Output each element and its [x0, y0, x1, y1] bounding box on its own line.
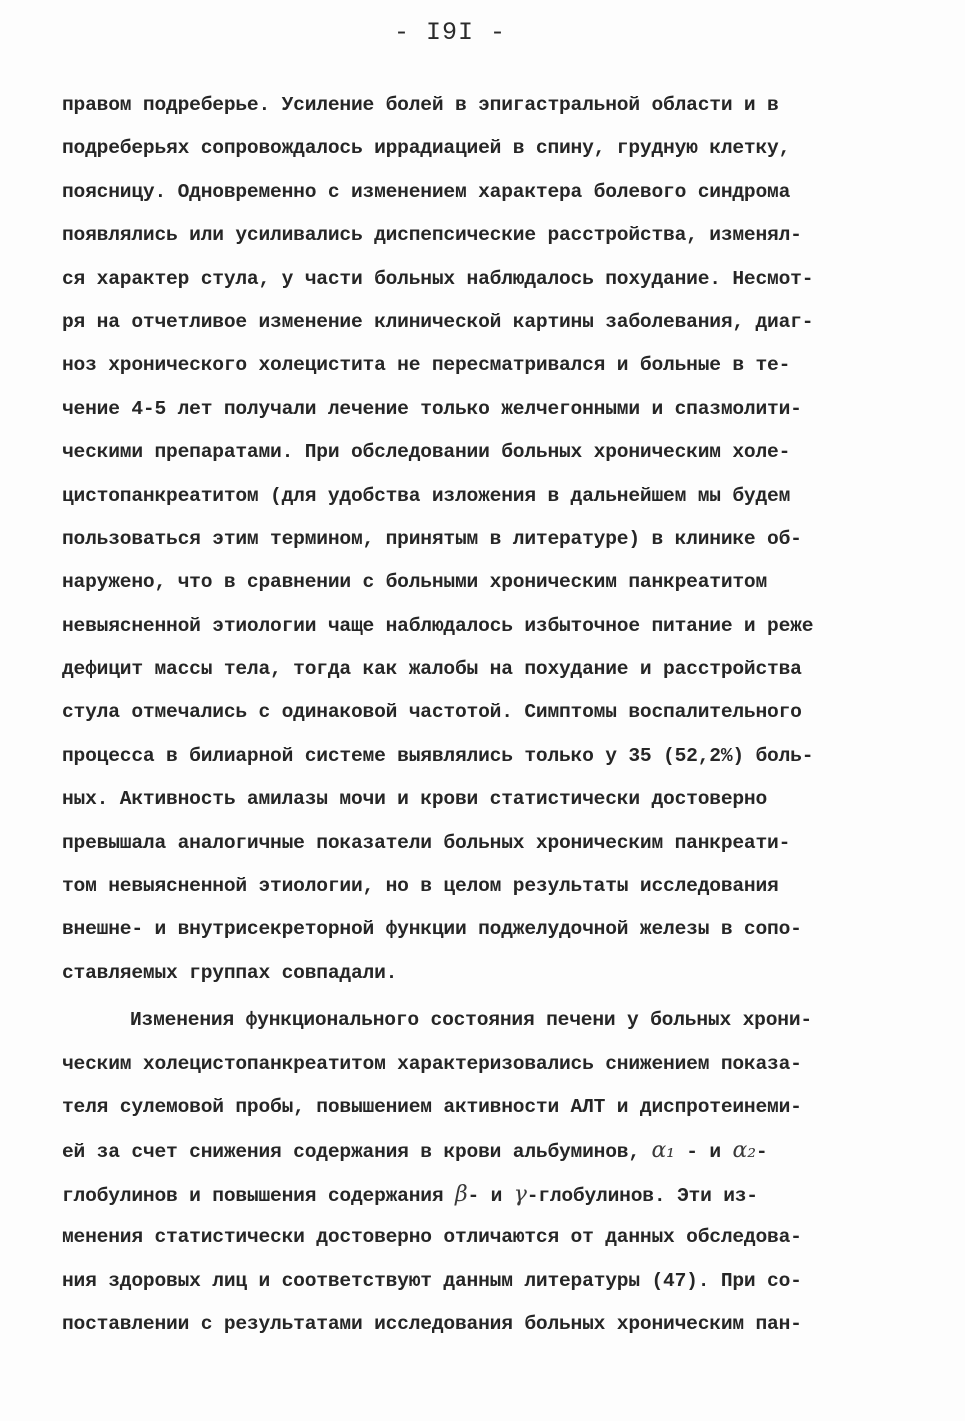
text-segment: глобулинов и повышения содержания: [62, 1184, 455, 1207]
text-line-with-symbols: [62, 1173, 907, 1216]
text-line: Изменения функционального состояния печени у больных хрони-: [130, 1009, 812, 1032]
body-text: [62, 84, 907, 1346]
text-segment: - и: [467, 1184, 514, 1207]
text-line: чение 4-5 лет получали лечение только желчегонными и спазмолити-: [62, 397, 802, 420]
text-line: теля сулемовой пробы, повышением активности АЛТ и диспротеинеми-: [62, 1095, 802, 1118]
text-line: ноз хронического холецистита не пересматривался и больные в те-: [62, 354, 791, 377]
text-segment: -: [755, 1141, 768, 1164]
text-line: стула отмечались с одинаковой частотой. Симптомы воспалительного: [62, 701, 802, 724]
text-line: внешне- и внутрисекреторной функции поджелудочной железы в сопо-: [62, 918, 802, 941]
text-segment: -глобулинов. Эти из-: [526, 1184, 758, 1207]
text-line: ся характер стула, у части больных наблюдалось похудание. Несмот-: [62, 267, 814, 290]
text-line: превышала аналогичные показатели больных хроническим панкреати-: [62, 831, 791, 854]
text-line: ставляемых группах совпадали.: [62, 961, 398, 984]
text-line: поясницу. Одновременно с изменением характера болевого синдрома: [62, 180, 791, 203]
text-line: пользоваться этим термином, принятым в литературе) в клинике об-: [62, 527, 802, 550]
text-line: ческими препаратами. При обследовании больных хроническим холе-: [62, 441, 791, 464]
alpha2-symbol: α₂: [732, 1138, 756, 1164]
text-line: дефицит массы тела, тогда как жалобы на похудание и расстройства: [62, 658, 802, 681]
text-line: ных. Активность амилазы мочи и крови статистически достоверно: [62, 788, 768, 811]
text-line: цистопанкреатитом (для удобства изложения в дальнейшем мы будем: [62, 484, 791, 507]
text-line: том невыясненной этиологии, но в целом результаты исследования: [62, 875, 779, 898]
page-number: - I9I -: [393, 18, 507, 47]
beta-symbol: β: [454, 1181, 468, 1207]
text-line: правом подреберье. Усиление болей в эпигастральной области и в: [62, 94, 779, 116]
text-line-with-symbols: [62, 1129, 907, 1172]
text-line: процесса в билиарной системе выявлялись только у 35 (52,2%) боль-: [62, 744, 814, 767]
text-segment: ей за счет снижения содержания в крови альбуминов,: [62, 1141, 652, 1164]
text-line: ря на отчетливое изменение клинической картины заболевания, диаг-: [62, 310, 814, 333]
alpha1-symbol: α₁: [651, 1138, 675, 1164]
text-line: ческим холецистопанкреатитом характеризовались снижением показа-: [62, 1052, 802, 1075]
text-line: поставлении с результатами исследования больных хроническим пан-: [62, 1312, 802, 1335]
text-line: наружено, что в сравнении с больными хроническим панкреатитом: [62, 571, 768, 594]
text-line: подреберьях сопровождалось иррадиацией в спину, грудную клетку,: [62, 137, 791, 160]
text-line: менения статистически достоверно отличаются от данных обследова-: [62, 1226, 802, 1249]
text-segment: - и: [674, 1141, 733, 1164]
gamma-symbol: γ: [513, 1181, 527, 1207]
text-line: невыясненной этиологии чаще наблюдалось избыточное питание и реже: [62, 614, 814, 637]
text-line: ния здоровых лиц и соответствуют данным литературы (47). При со-: [62, 1269, 802, 1292]
text-line: появлялись или усиливались диспепсические расстройства, изменял-: [62, 224, 802, 247]
